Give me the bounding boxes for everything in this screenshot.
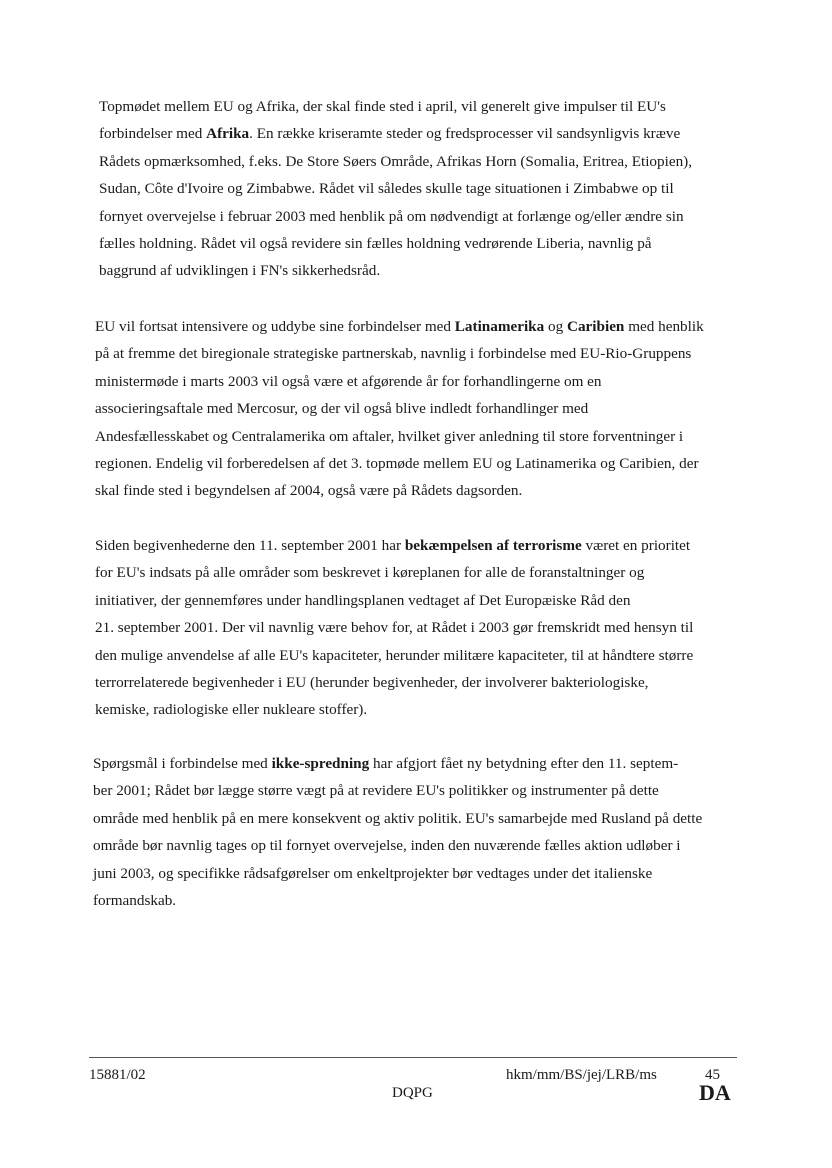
text-line	[99, 230, 754, 257]
text-run: Spørgsmål i forbindelse med	[93, 755, 272, 772]
text-run: Topmødet mellem EU og Afrika, der skal finde sted i april, vil generelt give impulser til EU's	[99, 98, 666, 115]
text-line	[95, 587, 750, 614]
text-line	[95, 368, 750, 395]
bold-term: ikke-spredning	[271, 755, 370, 772]
text-run: Sudan, Côte d'Ivoire og Zimbabwe. Rådet vil således skulle tage situationen i Zimbabwe op til	[99, 180, 674, 198]
text-run: skal finde sted i begyndelsen af 2004, også være på Rådets dagsorden.	[95, 482, 523, 500]
text-run: forbindelser med	[99, 125, 207, 143]
text-run: fornyet overvejelse i februar 2003 med henblik på om nødvendigt at forlænge og/eller ændre sin	[99, 207, 684, 225]
text-line	[99, 148, 754, 175]
department-code: DQPG	[392, 1085, 433, 1101]
text-line	[95, 313, 750, 340]
bold-term: Caribien	[567, 318, 625, 335]
text-run: Siden begivenhederne den 11. september 2001 har	[95, 537, 405, 554]
page-number: 45	[705, 1067, 720, 1083]
text-run: Rådets opmærksomhed, f.eks. De Store Søers Område, Afrikas Horn (Somalia, Eritrea, Etiopien),	[99, 152, 693, 170]
text-line	[93, 777, 748, 804]
text-line	[95, 642, 750, 669]
text-run: Andesfællesskabet og Centralamerika om aftaler, hvilket giver anledning til store forventninger i	[95, 427, 684, 445]
text-line	[93, 832, 748, 859]
text-run: juni 2003, og specifikke rådsafgørelser om enkeltprojekter bør vedtages under det italienske	[93, 864, 653, 882]
text-run: område bør navnlig tages op til fornyet overvejelse, inden den nuværende fælles aktion udløber i	[93, 837, 681, 855]
text-line	[95, 395, 750, 422]
text-line	[95, 450, 750, 477]
text-run: regionen. Endelig vil forberedelsen af det 3. topmøde mellem EU og Latinamerika og Caribien, der	[95, 455, 699, 473]
text-run: været en prioritet	[581, 537, 691, 554]
language-code: DA	[699, 1080, 731, 1105]
paragraph-latin-america	[95, 313, 750, 505]
text-run: på at fremme det biregionale strategiske partnerskab, navnlig i forbindelse med EU-Rio-Gruppens	[95, 345, 692, 363]
text-run: med henblik	[624, 318, 704, 335]
text-run: 21. september 2001. Der vil navnlig være behov for, at Rådet i 2003 gør fremskridt med hensyn til	[95, 619, 694, 637]
text-run: har afgjort fået ny betydning efter den 11. septem-	[369, 755, 679, 772]
text-run: ministermøde i marts 2003 vil også være et afgørende år for forhandlingerne om en	[95, 372, 602, 390]
text-line	[99, 257, 754, 284]
text-run: EU vil fortsat intensivere og uddybe sine forbindelser med	[95, 318, 455, 335]
text-run: for EU's indsats på alle områder som beskrevet i køreplanen for alle de foranstaltninger og	[95, 564, 645, 582]
text-line	[99, 120, 754, 147]
text-run: område med henblik på en mere konsekvent og aktiv politik. EU's samarbejde med Rusland på dette	[93, 809, 703, 827]
text-run: ber 2001; Rådet bør lægge større vægt på at revidere EU's politikker og instrumenter på dette	[93, 782, 659, 800]
text-line	[95, 669, 750, 696]
author-initials: hkm/mm/BS/jej/LRB/ms	[506, 1067, 657, 1083]
text-line	[99, 175, 754, 202]
text-line	[95, 477, 750, 504]
text-line	[95, 696, 750, 723]
bold-term: bekæmpelsen af terrorisme	[404, 537, 582, 554]
footer-divider	[89, 1057, 737, 1058]
text-run: formandskab.	[93, 892, 177, 910]
bold-term: Latinamerika	[454, 318, 545, 335]
text-line	[99, 203, 754, 230]
text-run: den mulige anvendelse af alle EU's kapaciteter, herunder militære kapaciteter, til at håndtere større	[95, 646, 694, 664]
paragraph-terrorism	[95, 532, 750, 724]
text-line	[93, 805, 748, 832]
text-run: associeringsaftale med Mercosur, og der vil også blive indledt forhandlinger med	[95, 400, 589, 418]
paragraph-non-proliferation	[93, 750, 748, 914]
bold-term: Afrika	[206, 125, 250, 143]
text-line	[95, 532, 750, 559]
document-reference: 15881/02	[89, 1067, 146, 1083]
text-line	[93, 860, 748, 887]
text-line	[93, 887, 748, 914]
text-line	[95, 423, 750, 450]
text-line	[99, 93, 754, 120]
text-run: initiativer, der gennemføres under handlingsplanen vedtaget af Det Europæiske Råd den	[95, 591, 631, 609]
text-run: terrorrelaterede begivenheder i EU (herunder begivenheder, der involverer bakteriologiske,	[95, 674, 649, 692]
text-run: og	[544, 318, 567, 335]
text-line	[95, 614, 750, 641]
text-line	[93, 750, 748, 777]
paragraph-africa	[99, 93, 754, 285]
text-line	[95, 340, 750, 367]
text-run: kemiske, radiologiske eller nukleare stoffer).	[95, 701, 368, 719]
text-run: fælles holdning. Rådet vil også revidere sin fælles holdning vedrørende Liberia, navnlig på	[99, 235, 652, 253]
text-run: . En række kriseramte steder og fredsprocesser vil sandsynligvis kræve	[249, 125, 681, 143]
text-run: baggrund af udviklingen i FN's sikkerhedsråd.	[99, 262, 381, 280]
text-line	[95, 559, 750, 586]
